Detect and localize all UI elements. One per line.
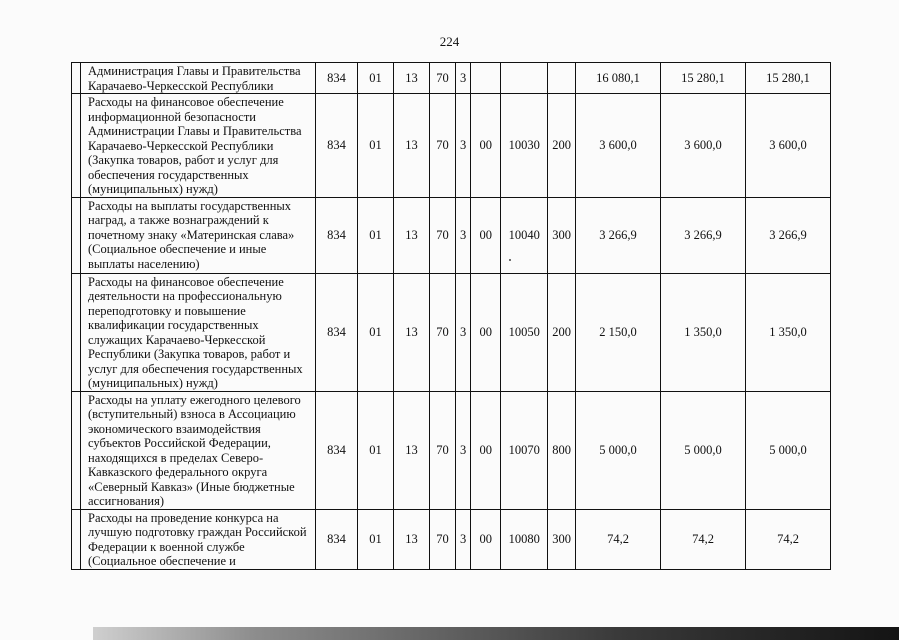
expense-type-cell: 300 <box>548 509 576 569</box>
amount-2-cell: 15 280,1 <box>661 63 746 94</box>
direction-code-cell: 10080 <box>501 509 548 569</box>
program-code-cell: 70 <box>430 273 456 391</box>
table-row <box>72 391 831 509</box>
subsection-code-cell: 13 <box>394 197 430 273</box>
amount-3-cell: 74,2 <box>746 509 831 569</box>
budget-table <box>71 62 831 570</box>
section-code-cell: 01 <box>358 63 394 94</box>
blank-cell <box>72 197 81 273</box>
main-event-code-cell: 00 <box>471 197 501 273</box>
blank-cell <box>72 273 81 391</box>
expense-type-cell: 300 <box>548 197 576 273</box>
amount-3-cell: 1 350,0 <box>746 273 831 391</box>
amount-3-cell: 3 266,9 <box>746 197 831 273</box>
amount-3-cell: 15 280,1 <box>746 63 831 94</box>
expense-type-cell: 800 <box>548 391 576 509</box>
amount-3-cell: 3 600,0 <box>746 94 831 198</box>
expense-type-cell: 200 <box>548 273 576 391</box>
subsection-code-cell: 13 <box>394 273 430 391</box>
table-row <box>72 94 831 198</box>
program-code-cell: 70 <box>430 63 456 94</box>
subprogram-code-cell: 3 <box>456 391 471 509</box>
amount-1-cell: 2 150,0 <box>576 273 661 391</box>
ministry-code-cell: 834 <box>316 273 358 391</box>
table-row <box>72 273 831 391</box>
description-cell: Расходы на уплату ежегодного целевого (вступительный) взноса в Ассоциацию экономического взаимодействия субъектов Российской Федерации, находящихся в пределах Северо-Кавказского федерального округа «Северный Кавказ» (Иные бюджетные ассигнования) <box>81 391 316 509</box>
amount-3-cell: 5 000,0 <box>746 391 831 509</box>
subprogram-code-cell: 3 <box>456 273 471 391</box>
section-code-cell: 01 <box>358 197 394 273</box>
description-cell: Расходы на проведение конкурса на лучшую подготовку граждан Российской Федерации к военной службе (Социальное обеспечение и <box>81 509 316 569</box>
section-code-cell: 01 <box>358 94 394 198</box>
program-code-cell: 70 <box>430 94 456 198</box>
ministry-code-cell: 834 <box>316 197 358 273</box>
amount-1-cell: 5 000,0 <box>576 391 661 509</box>
page-number: 224 <box>439 34 460 49</box>
section-code-cell: 01 <box>358 509 394 569</box>
subsection-code-cell: 13 <box>394 391 430 509</box>
table-row <box>72 197 831 273</box>
description-cell: Администрация Главы и Правительства Карачаево-Черкесской Республики <box>81 63 316 94</box>
program-code-cell: 70 <box>430 391 456 509</box>
subsection-code-cell: 13 <box>394 509 430 569</box>
section-code-cell: 01 <box>358 391 394 509</box>
blank-cell <box>72 94 81 198</box>
ministry-code-cell: 834 <box>316 63 358 94</box>
amount-2-cell: 3 266,9 <box>661 197 746 273</box>
scan-edge-shadow <box>93 627 899 640</box>
scan-speck <box>509 259 511 261</box>
program-code-cell: 70 <box>430 197 456 273</box>
description-cell: Расходы на финансовое обеспечение информационной безопасности Администрации Главы и Правительства Карачаево-Черкесской Республики (Закупка товаров, работ и услуг для обеспечения государственных (муниципальных) нужд) <box>81 94 316 198</box>
amount-2-cell: 3 600,0 <box>661 94 746 198</box>
amount-2-cell: 1 350,0 <box>661 273 746 391</box>
amount-1-cell: 16 080,1 <box>576 63 661 94</box>
blank-cell <box>72 63 81 94</box>
amount-1-cell: 74,2 <box>576 509 661 569</box>
direction-code-cell: 10050 <box>501 273 548 391</box>
ministry-code-cell: 834 <box>316 391 358 509</box>
subsection-code-cell: 13 <box>394 63 430 94</box>
subprogram-code-cell: 3 <box>456 94 471 198</box>
blank-cell <box>72 391 81 509</box>
amount-2-cell: 5 000,0 <box>661 391 746 509</box>
amount-1-cell: 3 600,0 <box>576 94 661 198</box>
main-event-code-cell: 00 <box>471 94 501 198</box>
subprogram-code-cell: 3 <box>456 197 471 273</box>
ministry-code-cell: 834 <box>316 509 358 569</box>
program-code-cell: 70 <box>430 509 456 569</box>
table-row <box>72 63 831 94</box>
subsection-code-cell: 13 <box>394 94 430 198</box>
subprogram-code-cell: 3 <box>456 509 471 569</box>
direction-code-cell: 10040 <box>501 197 548 273</box>
main-event-code-cell <box>471 63 501 94</box>
amount-1-cell: 3 266,9 <box>576 197 661 273</box>
direction-code-cell: 10030 <box>501 94 548 198</box>
ministry-code-cell: 834 <box>316 94 358 198</box>
expense-type-cell <box>548 63 576 94</box>
subprogram-code-cell: 3 <box>456 63 471 94</box>
direction-code-cell: 10070 <box>501 391 548 509</box>
main-event-code-cell: 00 <box>471 509 501 569</box>
description-cell: Расходы на финансовое обеспечение деятельности на профессиональную переподготовку и повышение квалификации государственных служащих Карачаево-Черкесской Республики (Закупка товаров, работ и услуг для обеспечения государственных (муниципальных) нужд) <box>81 273 316 391</box>
blank-cell <box>72 509 81 569</box>
amount-2-cell: 74,2 <box>661 509 746 569</box>
section-code-cell: 01 <box>358 273 394 391</box>
table-row <box>72 509 831 569</box>
main-event-code-cell: 00 <box>471 273 501 391</box>
expense-type-cell: 200 <box>548 94 576 198</box>
description-cell: Расходы на выплаты государственных наград, а также вознаграждений к почетному знаку «Материнская слава» (Социальное обеспечение и иные выплаты населению) <box>81 197 316 273</box>
main-event-code-cell: 00 <box>471 391 501 509</box>
direction-code-cell <box>501 63 548 94</box>
